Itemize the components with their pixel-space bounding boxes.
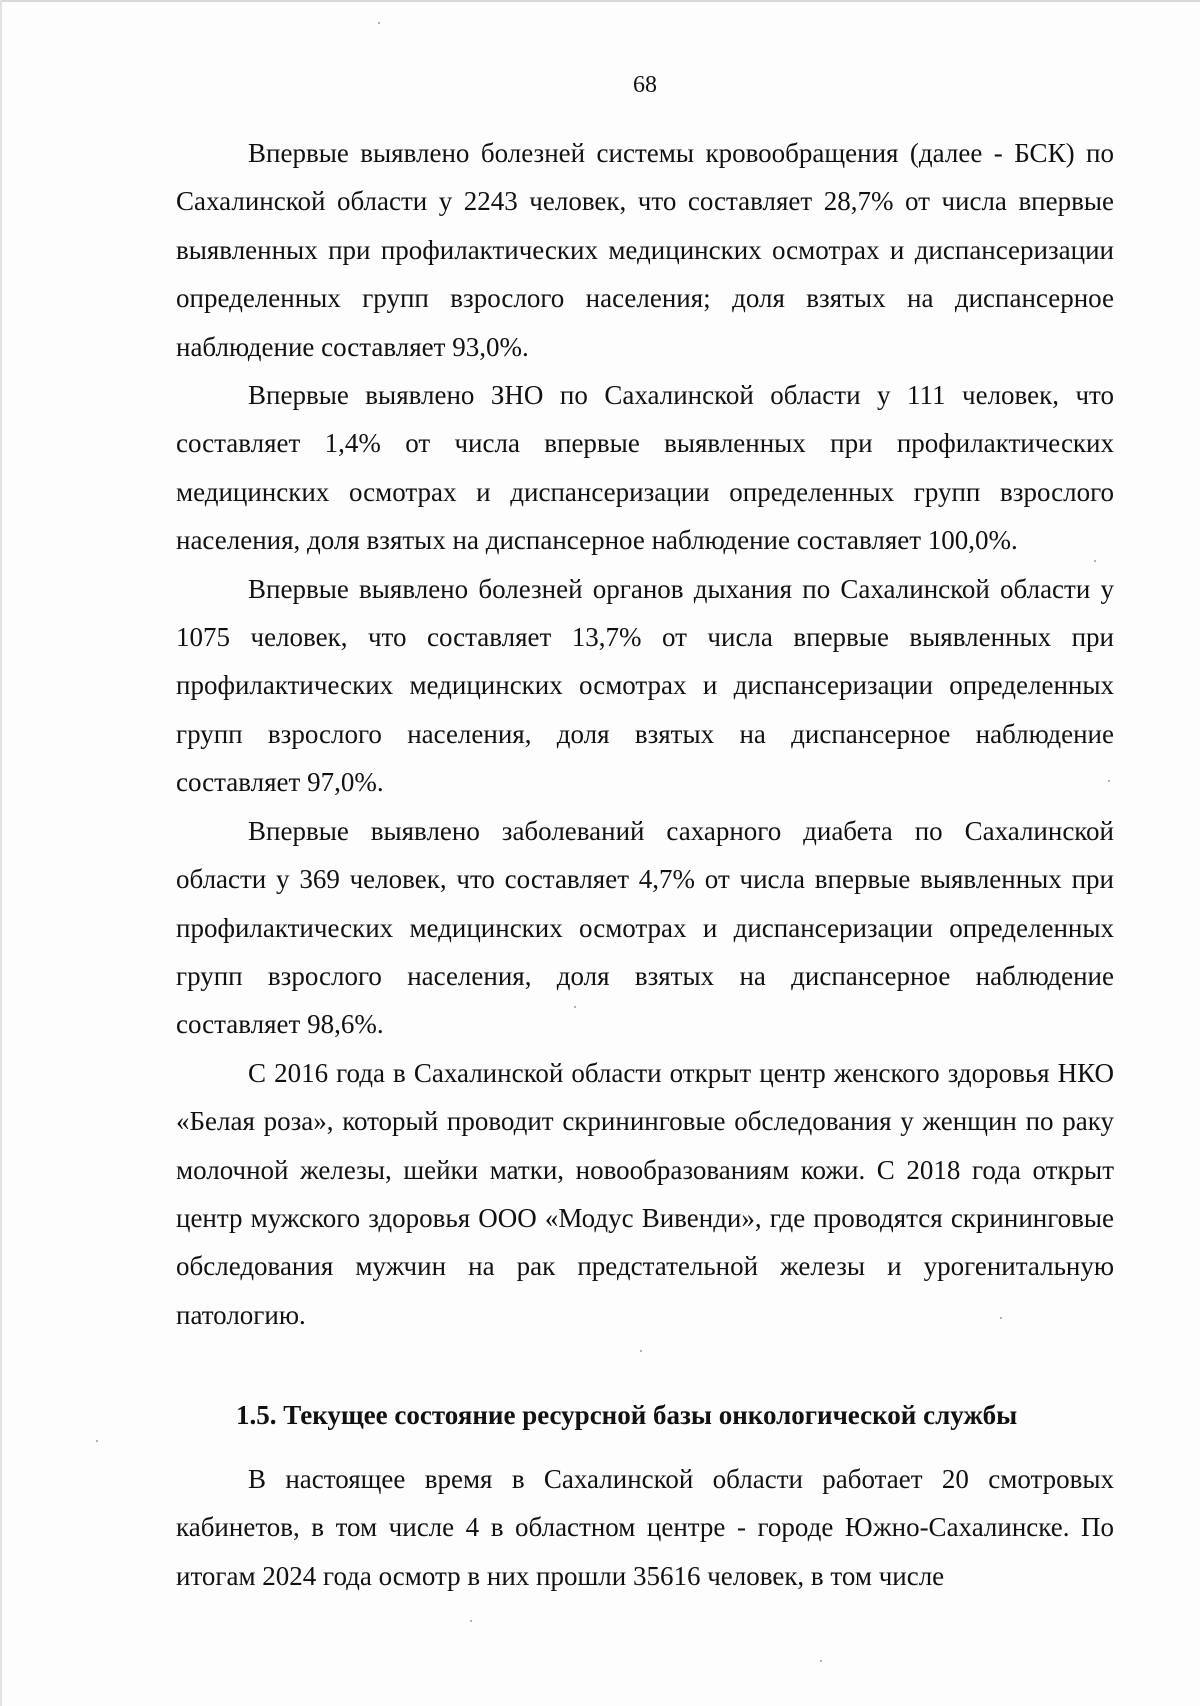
- paragraph-screening-centers: С 2016 года в Сахалинской области открыт центр женского здоровья НКО «Белая роза», который проводит скрининговые обследования у женщин по раку молочной железы, шейки матки, новообразованиям кожи. С 2018 года открыт центр мужского здоровья ООО «Модус Вивенди», где проводятся скрининговые обследования мужчин на рак предстательной железы и урогенитальную патологию.: [176, 1057, 1114, 1330]
- scan-speck: [1108, 780, 1110, 782]
- scan-speck: [470, 1620, 472, 1622]
- paragraph-respiratory: Впервые выявлено болезней органов дыхания по Сахалинской области у 1075 человек, что составляет 13,7% от числа впервые выявленных при профилактических медицинских осмотрах и диспансеризации определенных групп взрослого населения, доля взятых на диспансерное наблюдение составляет 97,0%.: [176, 573, 1114, 798]
- scan-edge-top: [0, 0, 1200, 2]
- body-text: [176, 129, 1114, 1339]
- scan-speck: [96, 1440, 98, 1442]
- scan-speck: [1094, 560, 1096, 562]
- paragraph-exam-rooms: В настоящее время в Сахалинской области работает 20 смотровых кабинетов, в том числе 4 в областном центре - городе Южно-Сахалинске. По итогам 2024 года осмотр в них прошли 35616 человек, в том числе: [176, 1464, 1114, 1591]
- section-body: [176, 1455, 1114, 1600]
- paragraph-bsk: Впервые выявлено болезней системы кровообращения (далее - БСК) по Сахалинской области у 2243 человек, что составляет 28,7% от числа впервые выявленных при профилактических медицинских осмотрах и диспансеризации определенных групп взрослого населения; доля взятых на диспансерное наблюдение составляет 93,0%.: [176, 138, 1114, 362]
- scan-speck: [1000, 1317, 1002, 1319]
- scan-speck: [574, 1006, 576, 1008]
- scan-speck: [820, 1660, 822, 1662]
- paragraph-diabetes: Впервые выявлено заболеваний сахарного диабета по Сахалинской области у 369 человек, что составляет 4,7% от числа впервые выявленных при профилактических медицинских осмотрах и диспансеризации определенных групп взрослого населения, доля взятых на диспансерное наблюдение составляет 98,6%.: [176, 815, 1114, 1040]
- scan-speck: [640, 1350, 642, 1352]
- scan-speck: [378, 22, 380, 24]
- scan-edge-left: [0, 0, 2, 1706]
- paragraph-zno: Впервые выявлено ЗНО по Сахалинской области у 111 человек, что составляет 1,4% от числа впервые выявленных при профилактических медицинских осмотрах и диспансеризации определенных групп взрослого населения, доля взятых на диспансерное наблюдение составляет 100,0%.: [176, 380, 1114, 556]
- section-heading: 1.5. Текущее состояние ресурсной базы онкологической службы: [236, 1400, 1018, 1430]
- page-number: 68: [633, 72, 657, 98]
